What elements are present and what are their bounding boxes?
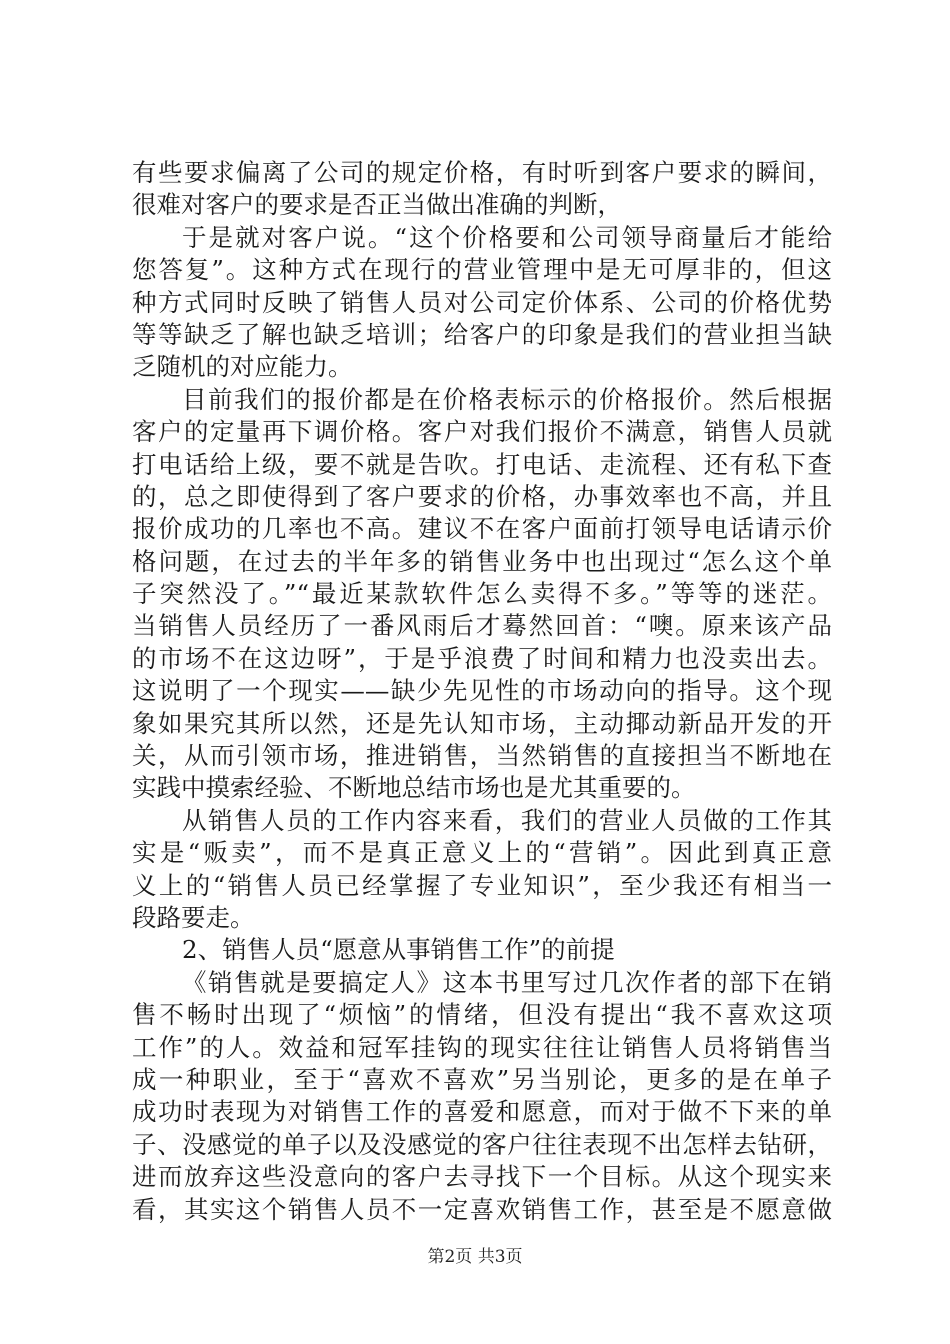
text-line: 目前我们的报价都是在价格表标示的价格报价。然后根据 xyxy=(182,384,832,414)
text-line: 有些要求偏离了公司的规定价格，有时听到客户要求的瞬间， xyxy=(132,158,832,187)
text-line: 等等缺乏了解也缺乏培训；给客户的印象是我们的营业担当缺 xyxy=(132,319,832,349)
text-line: 义上的“销售人员已经掌握了专业知识”，至少我还有相当一 xyxy=(132,870,832,900)
text-line: 报价成功的几率也不高。建议不在客户面前打领导电话请示价 xyxy=(132,514,832,544)
text-line: 格问题，在过去的半年多的销售业务中也出现过“怎么这个单 xyxy=(132,546,832,576)
text-line: 很难对客户的要求是否正当做出准确的判断， xyxy=(132,190,622,220)
page-number-footer: 第2页 共3页 xyxy=(427,1247,523,1267)
text-line: 段路要走。 xyxy=(132,902,255,932)
text-line: 的，总之即使得到了客户要求的价格，办事效率也不高，并且 xyxy=(132,481,832,511)
text-line: 种方式同时反映了销售人员对公司定价体系、公司的价格优势 xyxy=(132,287,832,317)
text-line: 当销售人员经历了一番风雨后才蓦然回首：“噢。原来该产品 xyxy=(132,611,832,641)
text-line: 《销售就是要搞定人》这本书里写过几次作者的部下在销 xyxy=(182,967,832,997)
text-line: 成一种职业，至于“喜欢不喜欢”另当别论，更多的是在单子 xyxy=(132,1064,832,1094)
text-line: 2、销售人员“愿意从事销售工作”的前提 xyxy=(182,935,615,965)
text-line: 售不畅时出现了“烦恼”的情绪，但没有提出“我不喜欢这项 xyxy=(132,1000,832,1030)
text-line: 子突然没了。”“最近某款软件怎么卖得不多。”等等的迷茫。 xyxy=(132,579,832,609)
text-line: 工作”的人。效益和冠军挂钩的现实往往让销售人员将销售当 xyxy=(132,1032,832,1062)
text-line: 象如果究其所以然，还是先认知市场，主动揶动新品开发的开 xyxy=(132,708,832,738)
text-line: 从销售人员的工作内容来看，我们的营业人员做的工作其 xyxy=(182,805,832,835)
text-line: 关，从而引领市场，推进销售，当然销售的直接担当不断地在 xyxy=(132,741,832,771)
text-line: 进而放弃这些没意向的客户去寻找下一个目标。从这个现实来 xyxy=(132,1162,832,1192)
text-line: 客户的定量再下调价格。客户对我们报价不满意，销售人员就 xyxy=(132,417,832,447)
text-line: 乏随机的对应能力。 xyxy=(132,352,353,382)
text-line: 这说明了一个现实——缺少先见性的市场动向的指导。这个现 xyxy=(132,676,832,706)
text-line: 您答复”。这种方式在现行的营业管理中是无可厚非的，但这 xyxy=(132,255,832,285)
text-line: 实践中摸索经验、不断地总结市场也是尤其重要的。 xyxy=(132,773,696,803)
text-line: 子、没感觉的单子以及没感觉的客户往往表现不出怎样去钻研， xyxy=(132,1129,832,1159)
text-line: 于是就对客户说。“这个价格要和公司领导商量后才能给 xyxy=(182,222,832,252)
text-line: 的市场不在这边呀”，于是乎浪费了时间和精力也没卖出去。 xyxy=(132,643,832,673)
text-line: 实是“贩卖”，而不是真正意义上的“营销”。因此到真正意 xyxy=(132,838,832,868)
document-body xyxy=(132,157,832,1226)
text-line: 打电话给上级，要不就是告吹。打电话、走流程、还有私下查 xyxy=(132,449,832,479)
text-line: 看，其实这个销售人员不一定喜欢销售工作，甚至是不愿意做 xyxy=(132,1194,832,1224)
text-line: 成功时表现为对销售工作的喜爱和愿意，而对于做不下来的单 xyxy=(132,1097,832,1127)
